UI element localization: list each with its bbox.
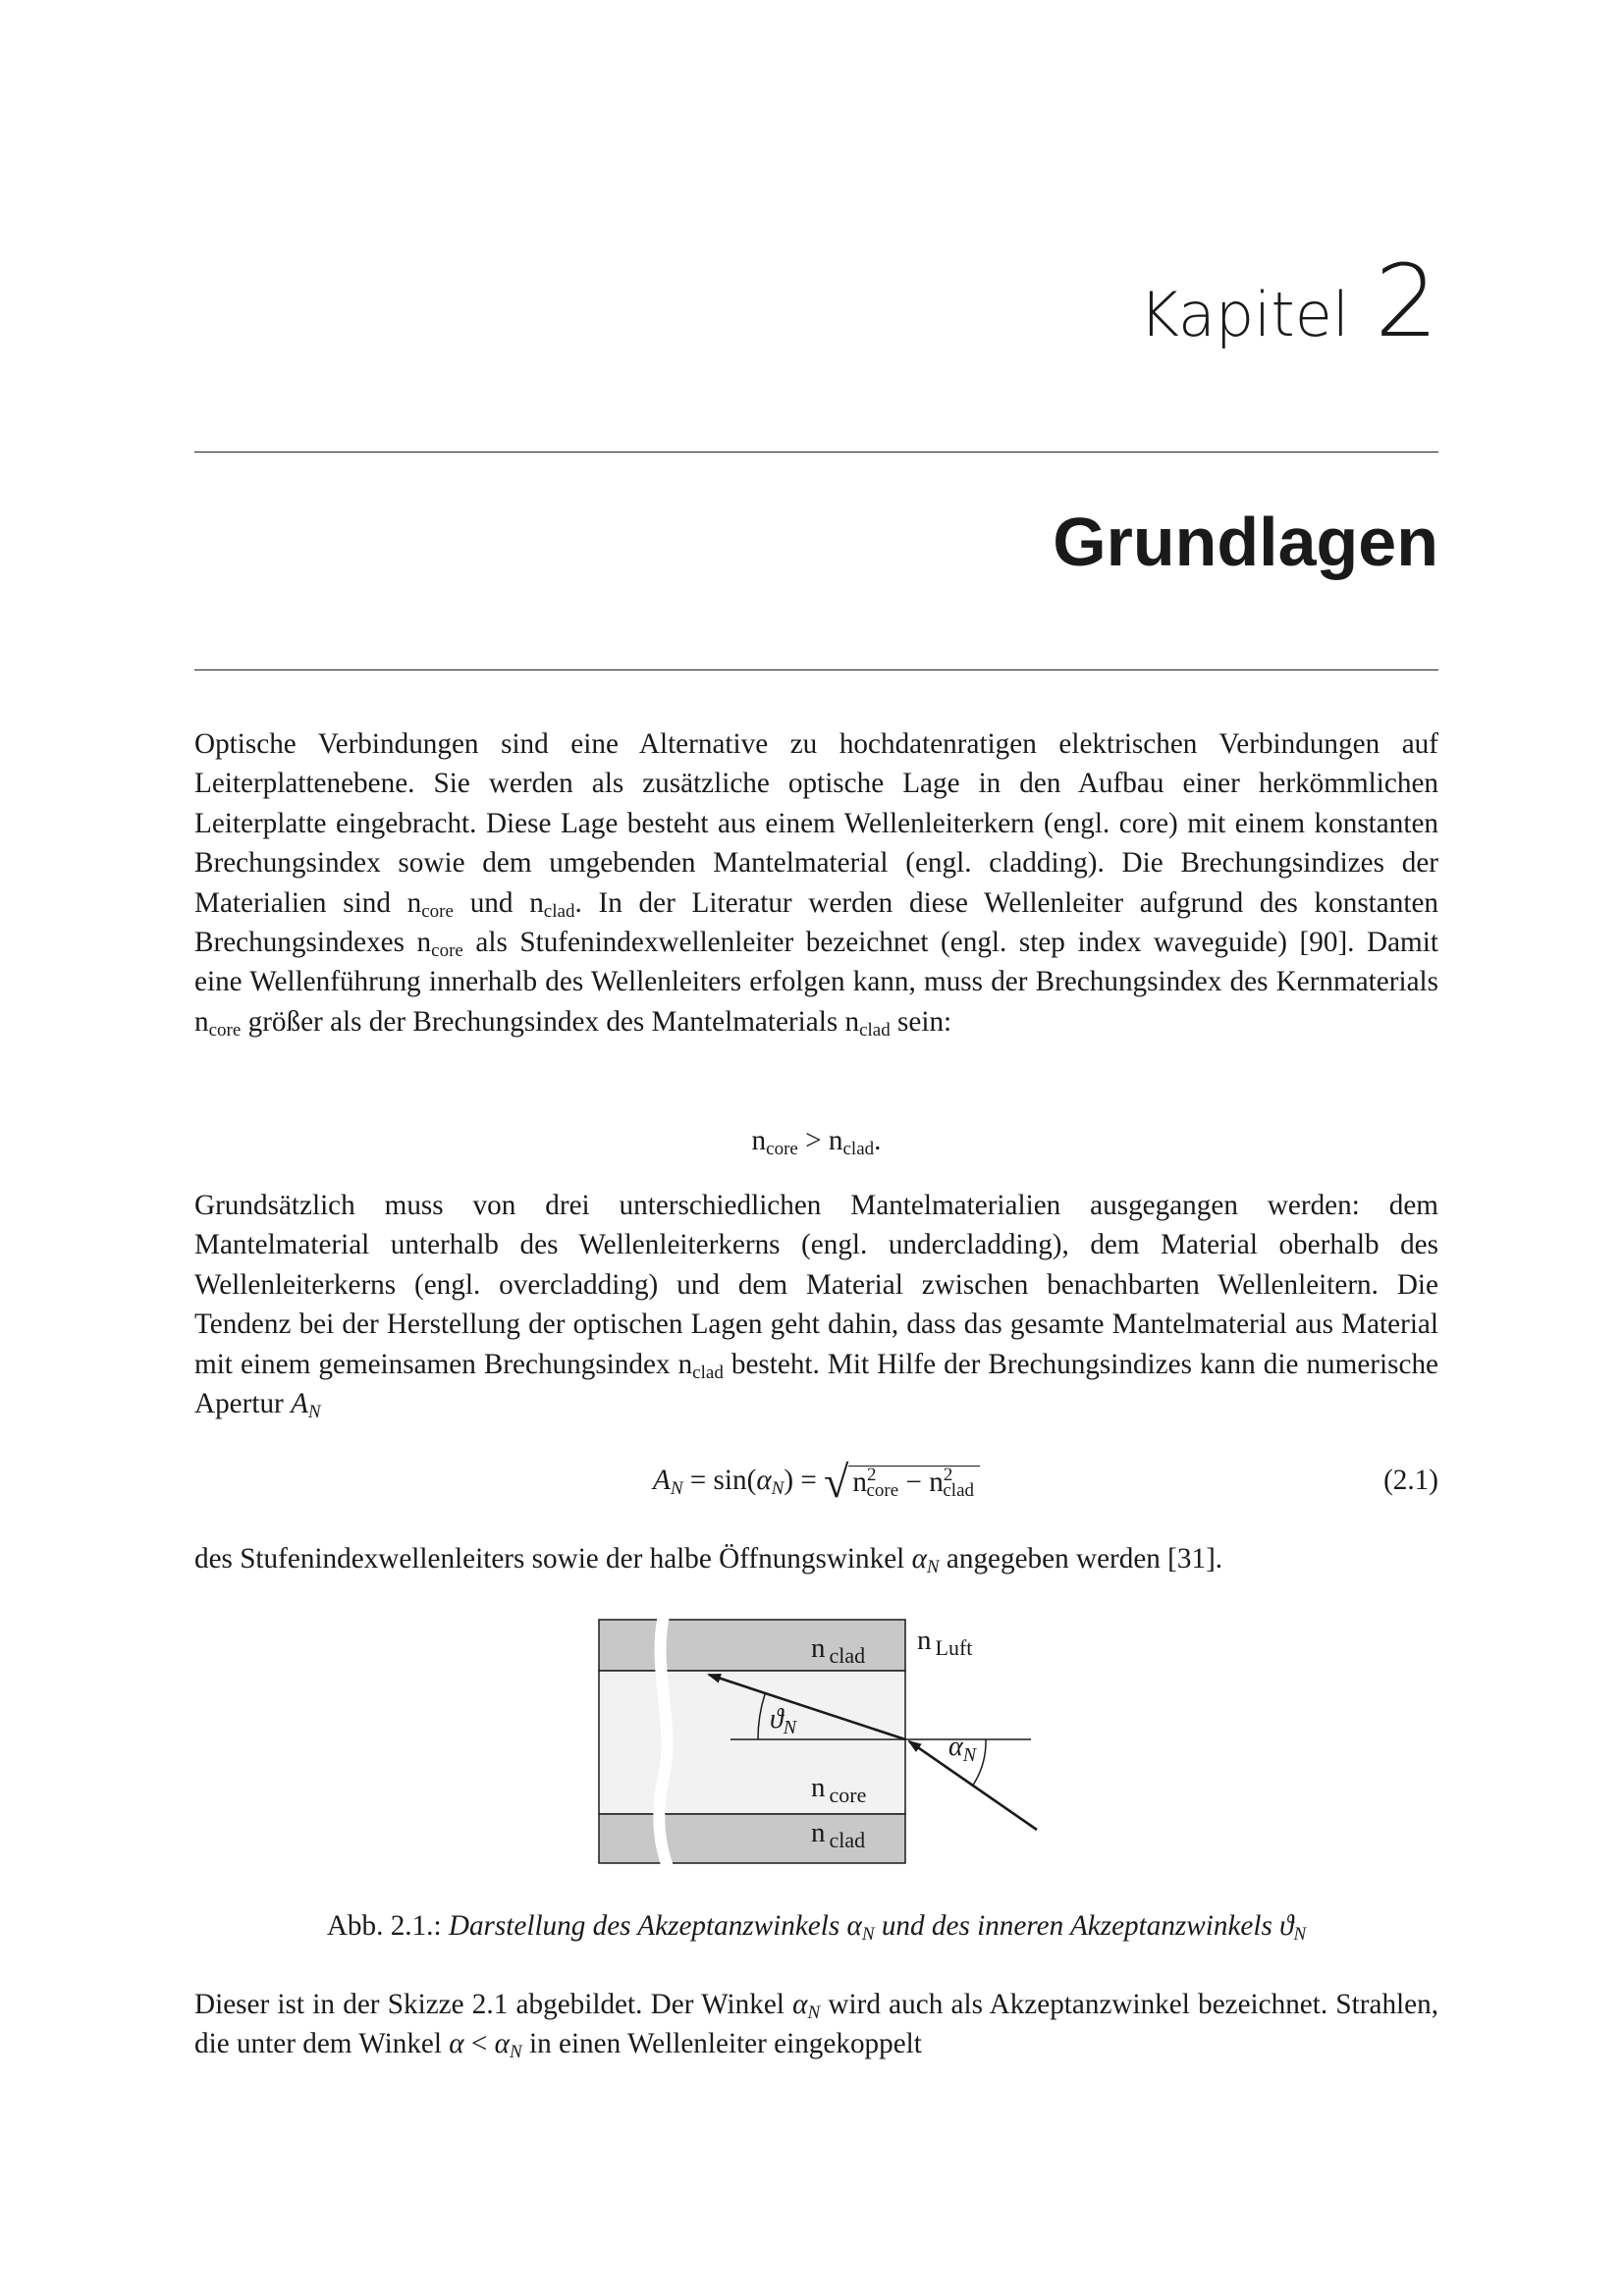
symbol-alpha-n: $\alpha_N$ — [494, 2028, 522, 2063]
equation-inequality: $n_{core} > n_{clad}$. — [751, 1125, 882, 1159]
symbol-alpha-n: $\alpha_N$ — [911, 1543, 940, 1577]
symbol-n-core: $n_{core}$ — [416, 927, 463, 962]
chapter-title: Grundlagen — [1053, 504, 1438, 580]
chapter-number: 2 — [1375, 243, 1438, 360]
text-run: besteht. Mit Hilfe der Brechungsindizes kann die numerische Apertur — [194, 1348, 1438, 1420]
paragraph-rays — [194, 1985, 1438, 2064]
figure-caption: Abb. 2.1.: Darstellung des Akzeptanzwinkels $\alpha_N$ und des inneren Akzeptanzwinkels $ϑ_N$ — [326, 1910, 1307, 1945]
text-run: Grundsätzlich muss von drei unterschiedlichen Mantelmaterialien ausgegangen werden: dem Mantelmaterial unterhalb des Wellenleiterkerns (engl. undercladding), dem Material oberhalb des Wellenleiterkerns (engl. overcladding) und dem Material zwischen benachbarten Wellenleitern. Die Tendenz bei der Herstellung der optischen Lagen geht dahin, dass das gesamte Mantelmaterial aus Material mit einem gemeinsamen Brechungsindex — [194, 1190, 1438, 1380]
symbol-n-clad: $n_{clad}$ — [529, 886, 575, 922]
label-n-clad-top: n $_{clad}$ — [811, 1632, 866, 1668]
figure-acceptance-angle — [593, 1610, 1045, 1875]
label-n-core: n $_{core}$ — [811, 1772, 867, 1807]
text-run: angegeben werden [31]. — [939, 1543, 1223, 1575]
text-run: größer als der Brechungsindex des Mantelmaterials — [241, 1005, 845, 1038]
heading-rule-bottom — [194, 669, 1438, 670]
text-run: wird auch als Akzeptanzwinkel bezeichnet. Strahlen, die unter dem Winkel — [194, 1989, 1438, 2060]
square-root: √ $n^2_{core} - n^2_{clad}$ — [824, 1463, 980, 1502]
text-run: als Stufenindexwellenleiter bezeichnet (engl. step index waveguide) [90]. Damit eine Wellenführung innerhalb des Wellenleiters erfolgen kann, muss der Brechungsindex des Kernmaterials — [194, 927, 1438, 998]
symbol-a-n: $A_N$ — [291, 1388, 321, 1423]
caption-label: Abb. 2.1.: — [326, 1910, 449, 1942]
text-run: Dieser ist in der Skizze 2.1 abgebildet. Der Winkel — [194, 1989, 793, 2020]
symbol-n-clad: $n_{clad}$ — [677, 1348, 724, 1383]
symbol-n-clad: $n_{clad}$ — [844, 1005, 891, 1041]
label-n-clad-bottom: n $_{clad}$ — [811, 1817, 866, 1852]
text-run: . In der Literatur werden diese Wellenleiter aufgrund des konstanten Brechungsindexes — [194, 886, 1438, 959]
equation-aperture: $A_N = \sin(\alpha_N)$ = √ $n^2_{core} - n^2_{clad}$ — [194, 1461, 1438, 1502]
paragraph-intro — [194, 724, 1438, 1041]
text-run: Optische Verbindungen sind eine Alternative zu hochdatenratigen elektrischen Verbindungen auf Leiterplattenebene. Sie werden als zusätzliche optische Lage in den Aufbau einer herkömmlichen Leiterplatte eingebracht. Diese Lage besteht aus einem Wellenleiterkern (engl. core) mit einem konstanten Brechungsindex sowie dem umgebenden Mantelmaterial (engl. cladding). Die Brechungsindizes der Materialien sind — [194, 728, 1438, 919]
paragraph-cladding — [194, 1186, 1438, 1423]
text-run: sein: — [890, 1005, 952, 1038]
chapter-label: Kapitel — [1139, 279, 1350, 350]
symbol-n-core: $n_{core}$ — [406, 886, 454, 922]
symbol-n-core: $n_{core}$ — [194, 1005, 242, 1041]
text-run: < — [463, 2028, 495, 2060]
equation-number: (2.1) — [1383, 1465, 1438, 1496]
symbol-alpha: α — [449, 2028, 464, 2060]
text-run: des Stufenindexwellenleiters sowie der halbe Öffnungswinkel — [194, 1543, 912, 1575]
paragraph-acceptance — [194, 1539, 1438, 1578]
label-alpha-n: $\alpha_N$ — [948, 1732, 977, 1766]
text-run: und — [453, 886, 530, 919]
text-run: in einen Wellenleiter eingekoppelt — [521, 2028, 922, 2060]
label-n-luft: n $_{Luft}$ — [917, 1625, 973, 1660]
chapter-heading — [1139, 243, 1438, 360]
heading-rule-top — [194, 452, 1438, 453]
symbol-alpha-n: $\alpha_N$ — [792, 1989, 821, 2023]
label-theta-n: $ϑ_N$ — [770, 1704, 797, 1738]
